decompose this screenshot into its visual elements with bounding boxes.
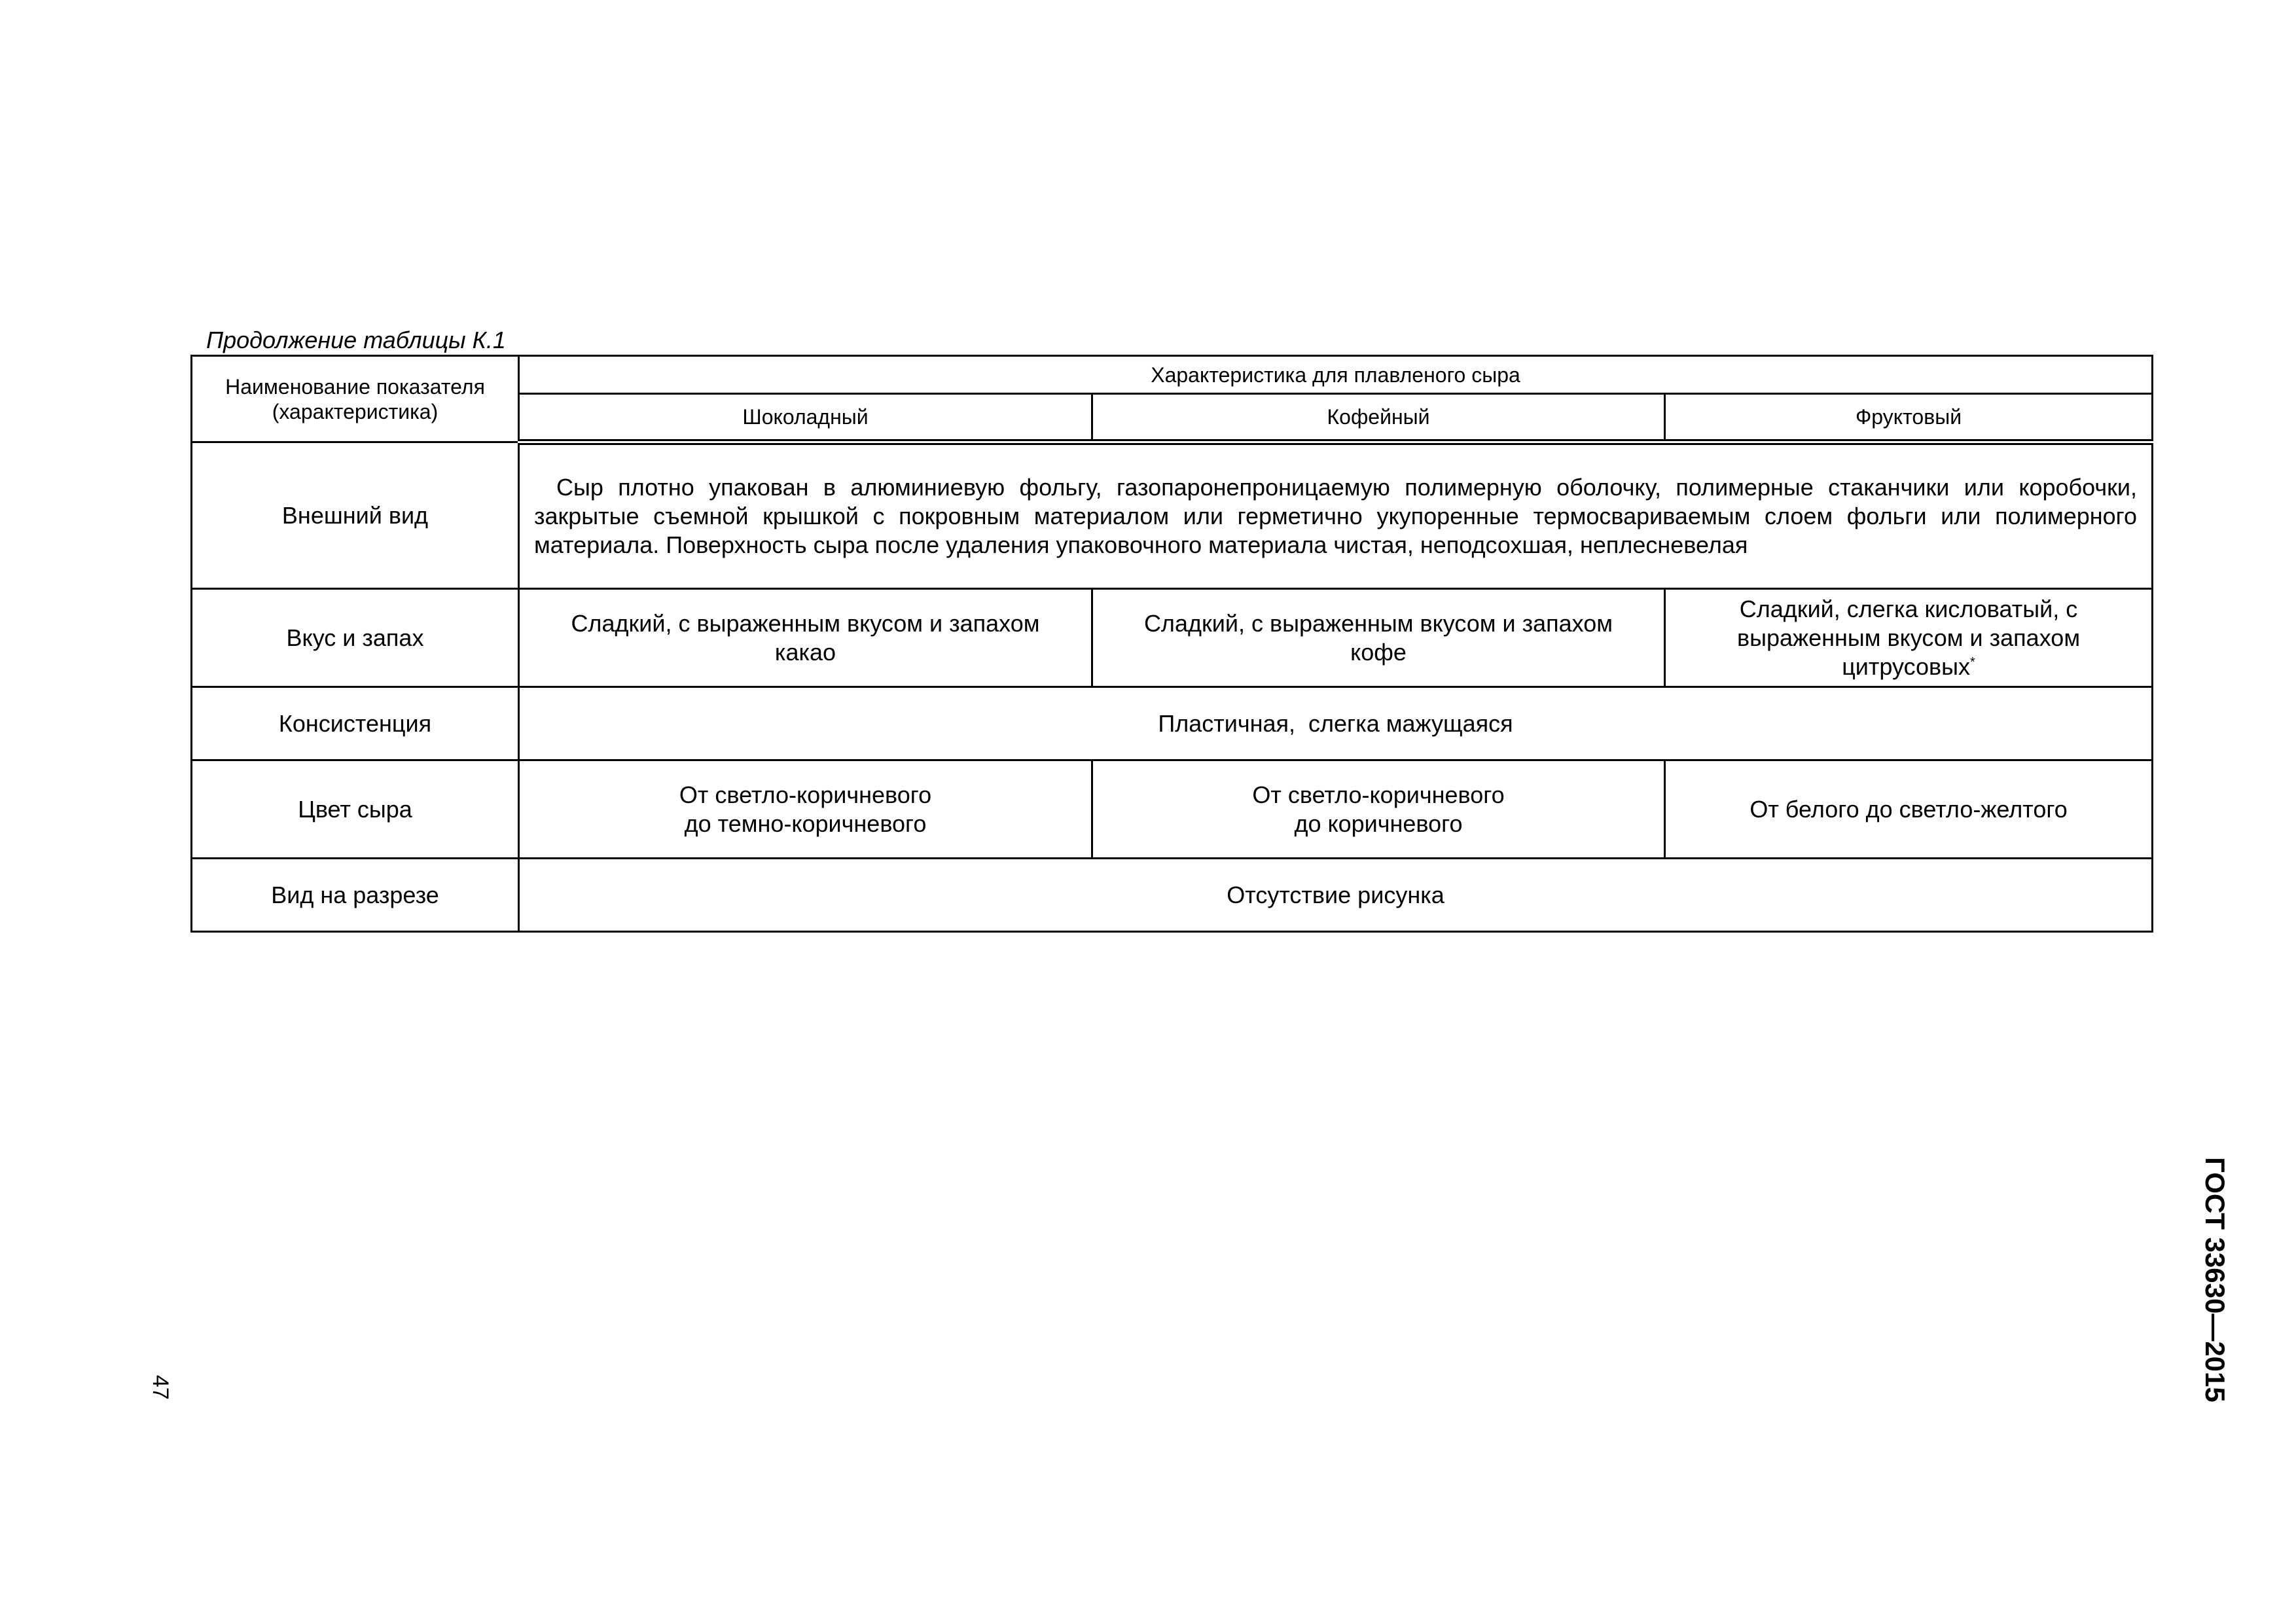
- cell-taste-fruit: Сладкий, слегка кисловатый, с выраженным вкусом и запахом цитрусовых*: [1665, 589, 2153, 687]
- table-row: [192, 687, 2153, 760]
- row-name-consistency: Консистенция: [192, 687, 519, 760]
- header-col-fruit: Фруктовый: [1665, 394, 2153, 442]
- header-col-coffee: Кофейный: [1092, 394, 1665, 442]
- row-name-appearance: Внешний вид: [192, 442, 519, 589]
- header-col-chocolate: Шоколадный: [519, 394, 1092, 442]
- cell-taste-chocolate: Сладкий, с выраженным вкусом и запахом какао: [519, 589, 1092, 687]
- table-row: [192, 859, 2153, 932]
- row-name-color: Цвет сыра: [192, 760, 519, 859]
- table-row: [192, 442, 2153, 589]
- standard-label: ГОСТ 33630—2015: [2200, 1156, 2231, 1402]
- cell-section: Отсутствие рисунка: [519, 859, 2153, 932]
- page-number: 47: [148, 1375, 173, 1400]
- table-row: [192, 760, 2153, 859]
- table-caption: Продолжение таблицы К.1: [206, 327, 506, 353]
- row-name-section: Вид на разрезе: [192, 859, 519, 932]
- row-name-taste: Вкус и запах: [192, 589, 519, 687]
- cell-color-fruit: От белого до светло-желтого: [1665, 760, 2153, 859]
- cell-appearance: Сыр плотно упакован в алюминиевую фольгу, газопаронепроницаемую полимерную оболочку, полимерные стаканчики или коробочки, закрытые съемной крышкой с покровным материалом или герметично укупоренные термосвариваемым слоем фольги или полимерного материала. Поверхность сыра после удаления упаковочного материала чистая, неподсохшая, неплесневелая: [519, 442, 2153, 589]
- properties-table: [190, 355, 2153, 933]
- cell-color-coffee: От светло-коричневого до коричневого: [1092, 760, 1665, 859]
- table-row: [192, 589, 2153, 687]
- header-group: Характеристика для плавленого сыра: [519, 356, 2153, 394]
- cell-color-chocolate: От светло-коричневого до темно-коричневого: [519, 760, 1092, 859]
- cell-consistency: Пластичная, слегка мажущаяся: [519, 687, 2153, 760]
- header-indicator: Наименование показателя (характеристика): [192, 356, 519, 442]
- cell-taste-coffee: Сладкий, с выраженным вкусом и запахом кофе: [1092, 589, 1665, 687]
- footnote-mark: *: [1970, 654, 1975, 669]
